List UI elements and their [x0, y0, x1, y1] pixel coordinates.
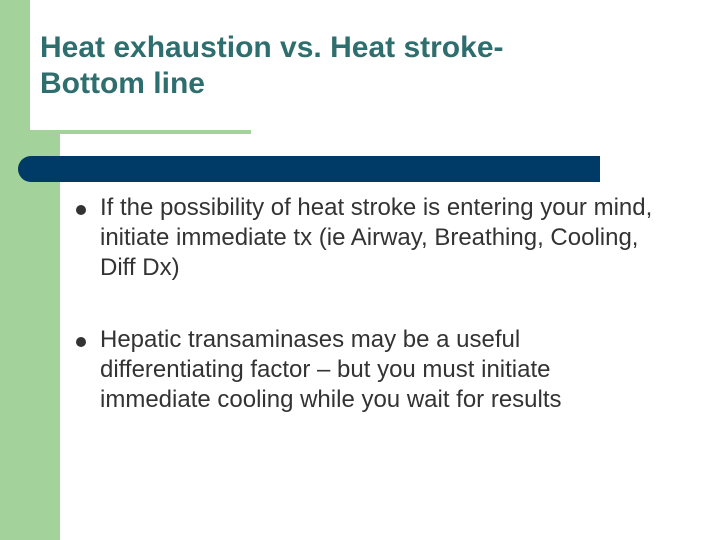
- bullet-dot-icon: [76, 205, 86, 215]
- slide-title-line-1: Heat exhaustion vs. Heat stroke-: [40, 31, 504, 64]
- title-divider-bar: [18, 156, 600, 182]
- slide-title-line-2: Bottom line: [40, 67, 205, 100]
- bullet-list: [0, 193, 660, 457]
- bullet-text: Hepatic transaminases may be a useful differentiating factor – but you must initiate immediate cooling while you wait for results: [100, 326, 562, 413]
- bullet-item-immediate-treatment: [0, 193, 660, 283]
- bullet-item-hepatic-transaminases: [0, 325, 660, 415]
- bullet-text: If the possibility of heat stroke is entering your mind, initiate immediate tx (ie Airway, Breathing, Cooling, Diff Dx): [100, 194, 653, 281]
- bullet-dot-icon: [76, 337, 86, 347]
- slide-title: [40, 30, 680, 102]
